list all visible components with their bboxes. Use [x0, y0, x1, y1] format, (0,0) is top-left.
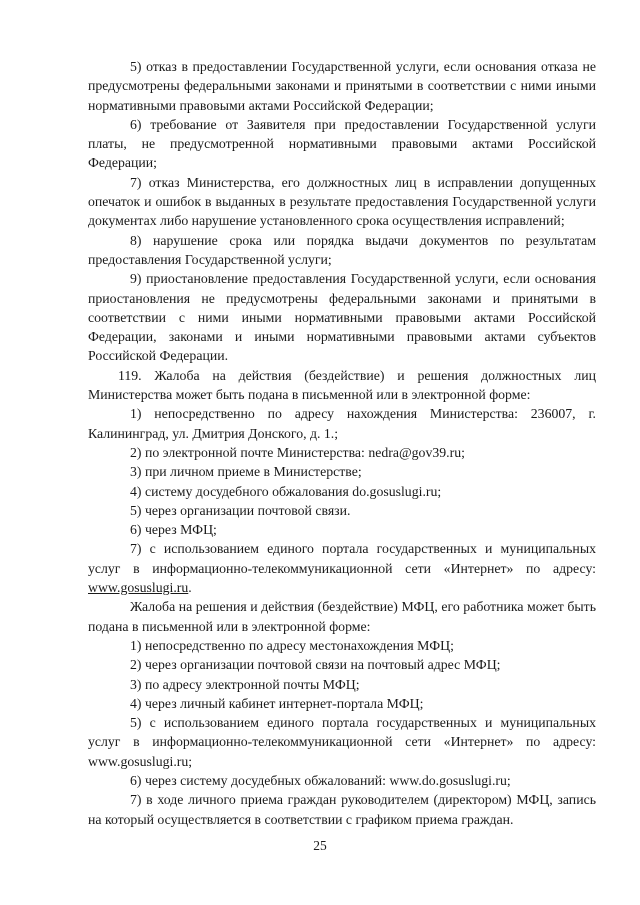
mfc-channel-2: 2) через организации почтовой связи на почтовый адрес МФЦ; — [130, 657, 501, 673]
gosuslugi-link[interactable]: www.gosuslugi.ru — [88, 580, 189, 596]
list-item-5-refusal: 5) отказ в предоставлении Государственной услуги, если основания отказа не предусмотрены федеральными законами и принятыми в соответствии с ними иными нормативными правовыми актами Российской Федерации; — [88, 59, 596, 113]
list-item-9-suspension: 9) приостановление предоставления Государственной услуги, если основания приостановления не предусмотрены федеральными законами и принятыми в соответствии с ними иными нормативными правовыми актами Российской Федерации, законами и иными нормативными правовыми актами субъектов Российской Федерации. — [88, 271, 596, 364]
mfc-channel-5: 5) с использованием единого портала государственных и муниципальных услуг в информационно-телекоммуникационной сети «Интернет» по адресу: www.gosuslugi.ru; — [88, 715, 596, 769]
ministry-channel-2: 2) по электронной почте Министерства: nedra@gov39.ru; — [130, 444, 465, 460]
ministry-channel-6: 6) через МФЦ; — [130, 522, 217, 538]
mfc-channel-3: 3) по адресу электронной почты МФЦ; — [130, 676, 360, 692]
ministry-channel-1: 1) непосредственно по адресу нахождения Министерства: 236007, г. Калининград, ул. Дмитрия Донского, д. 1.; — [88, 406, 596, 441]
list-item-6-fee: 6) требование от Заявителя при предоставлении Государственной услуги платы, не предусмотренной нормативными правовыми актами Российской Федерации; — [88, 116, 596, 171]
ministry-channel-7 — [88, 539, 596, 597]
channel-7-end: . — [188, 580, 192, 596]
mfc-channel-7: 7) в ходе личного приема граждан руководителем (директором) МФЦ, запись на который осуществляется в соответствии с графиком приема граждан. — [88, 792, 596, 827]
mfc-channel-1: 1) непосредственно по адресу местонахождения МФЦ; — [130, 637, 454, 653]
clause-119: 119. Жалоба на действия (бездействие) и решения должностных лиц Министерства может быть подана в письменной или в электронной форме: — [88, 367, 596, 403]
ministry-channel-3: 3) при личном приеме в Министерстве; — [130, 464, 362, 480]
mfc-channel-6: 6) через систему досудебных обжалований: www.do.gosuslugi.ru; — [130, 772, 511, 788]
list-item-8-deadline: 8) нарушение срока или порядка выдачи документов по результатам предоставления Государственной услуги; — [88, 232, 596, 267]
ministry-channel-4: 4) систему досудебного обжалования do.gosuslugi.ru; — [130, 483, 442, 499]
mfc-channel-4: 4) через личный кабинет интернет-портала МФЦ; — [130, 695, 424, 711]
page-number: 25 — [313, 838, 327, 853]
list-item-7-correction-refusal: 7) отказ Министерства, его должностных лиц в исправлении допущенных опечаток и ошибок в выданных в результате предоставления Государственной услуги документах либо нарушение установленного срока осуществления исправлений; — [88, 174, 596, 229]
mfc-complaint-intro: Жалоба на решения и действия (бездействие) МФЦ, его работника может быть подана в письменной или в электронной форме: — [88, 599, 596, 634]
body-text — [88, 57, 596, 829]
ministry-channel-5: 5) через организации почтовой связи. — [130, 502, 351, 518]
channel-7-text: 7) с использованием единого портала государственных и муниципальных услуг в информационно-телекоммуникационной сети «Интернет» по адресу: — [88, 541, 596, 576]
